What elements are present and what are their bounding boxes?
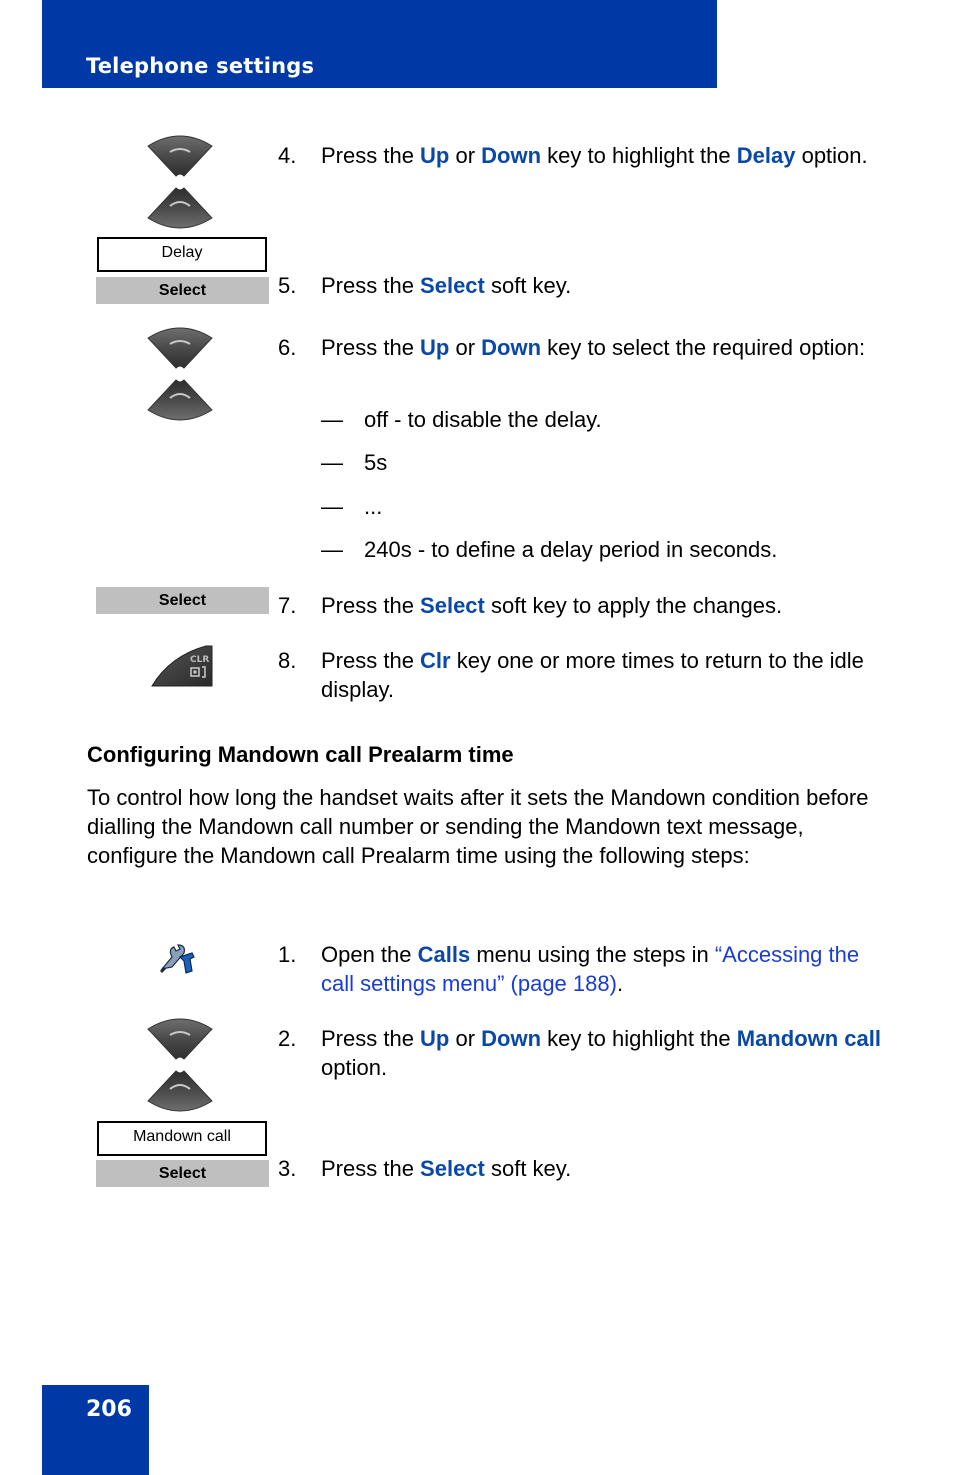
section-heading: Configuring Mandown call Prealarm time xyxy=(87,742,514,767)
section-paragraph: To control how long the handset waits after it sets the Mandown condition before dialling the Mandown call number or sending the Mandown text message, configure the Mandown call Prealarm time using the following steps: xyxy=(87,785,869,868)
select-softkey[interactable]: Select xyxy=(96,587,269,614)
page-header-title: Telephone settings xyxy=(86,54,315,78)
up-down-key-icon xyxy=(140,1015,220,1115)
select-softkey[interactable]: Select xyxy=(96,277,269,304)
tools-icon xyxy=(158,943,198,975)
display-mandown-call: Mandown call xyxy=(97,1121,267,1156)
cross-reference-link[interactable]: “Accessing the call settings menu” (page 188) xyxy=(321,942,860,996)
up-down-key-icon xyxy=(140,132,220,232)
display-delay: Delay xyxy=(97,237,267,272)
select-softkey[interactable]: Select xyxy=(96,1160,269,1187)
up-down-key-icon xyxy=(140,324,220,424)
clr-key-icon xyxy=(150,642,216,688)
page-number: 206 xyxy=(86,1397,132,1422)
svg-text:CLR: CLR xyxy=(190,655,210,665)
